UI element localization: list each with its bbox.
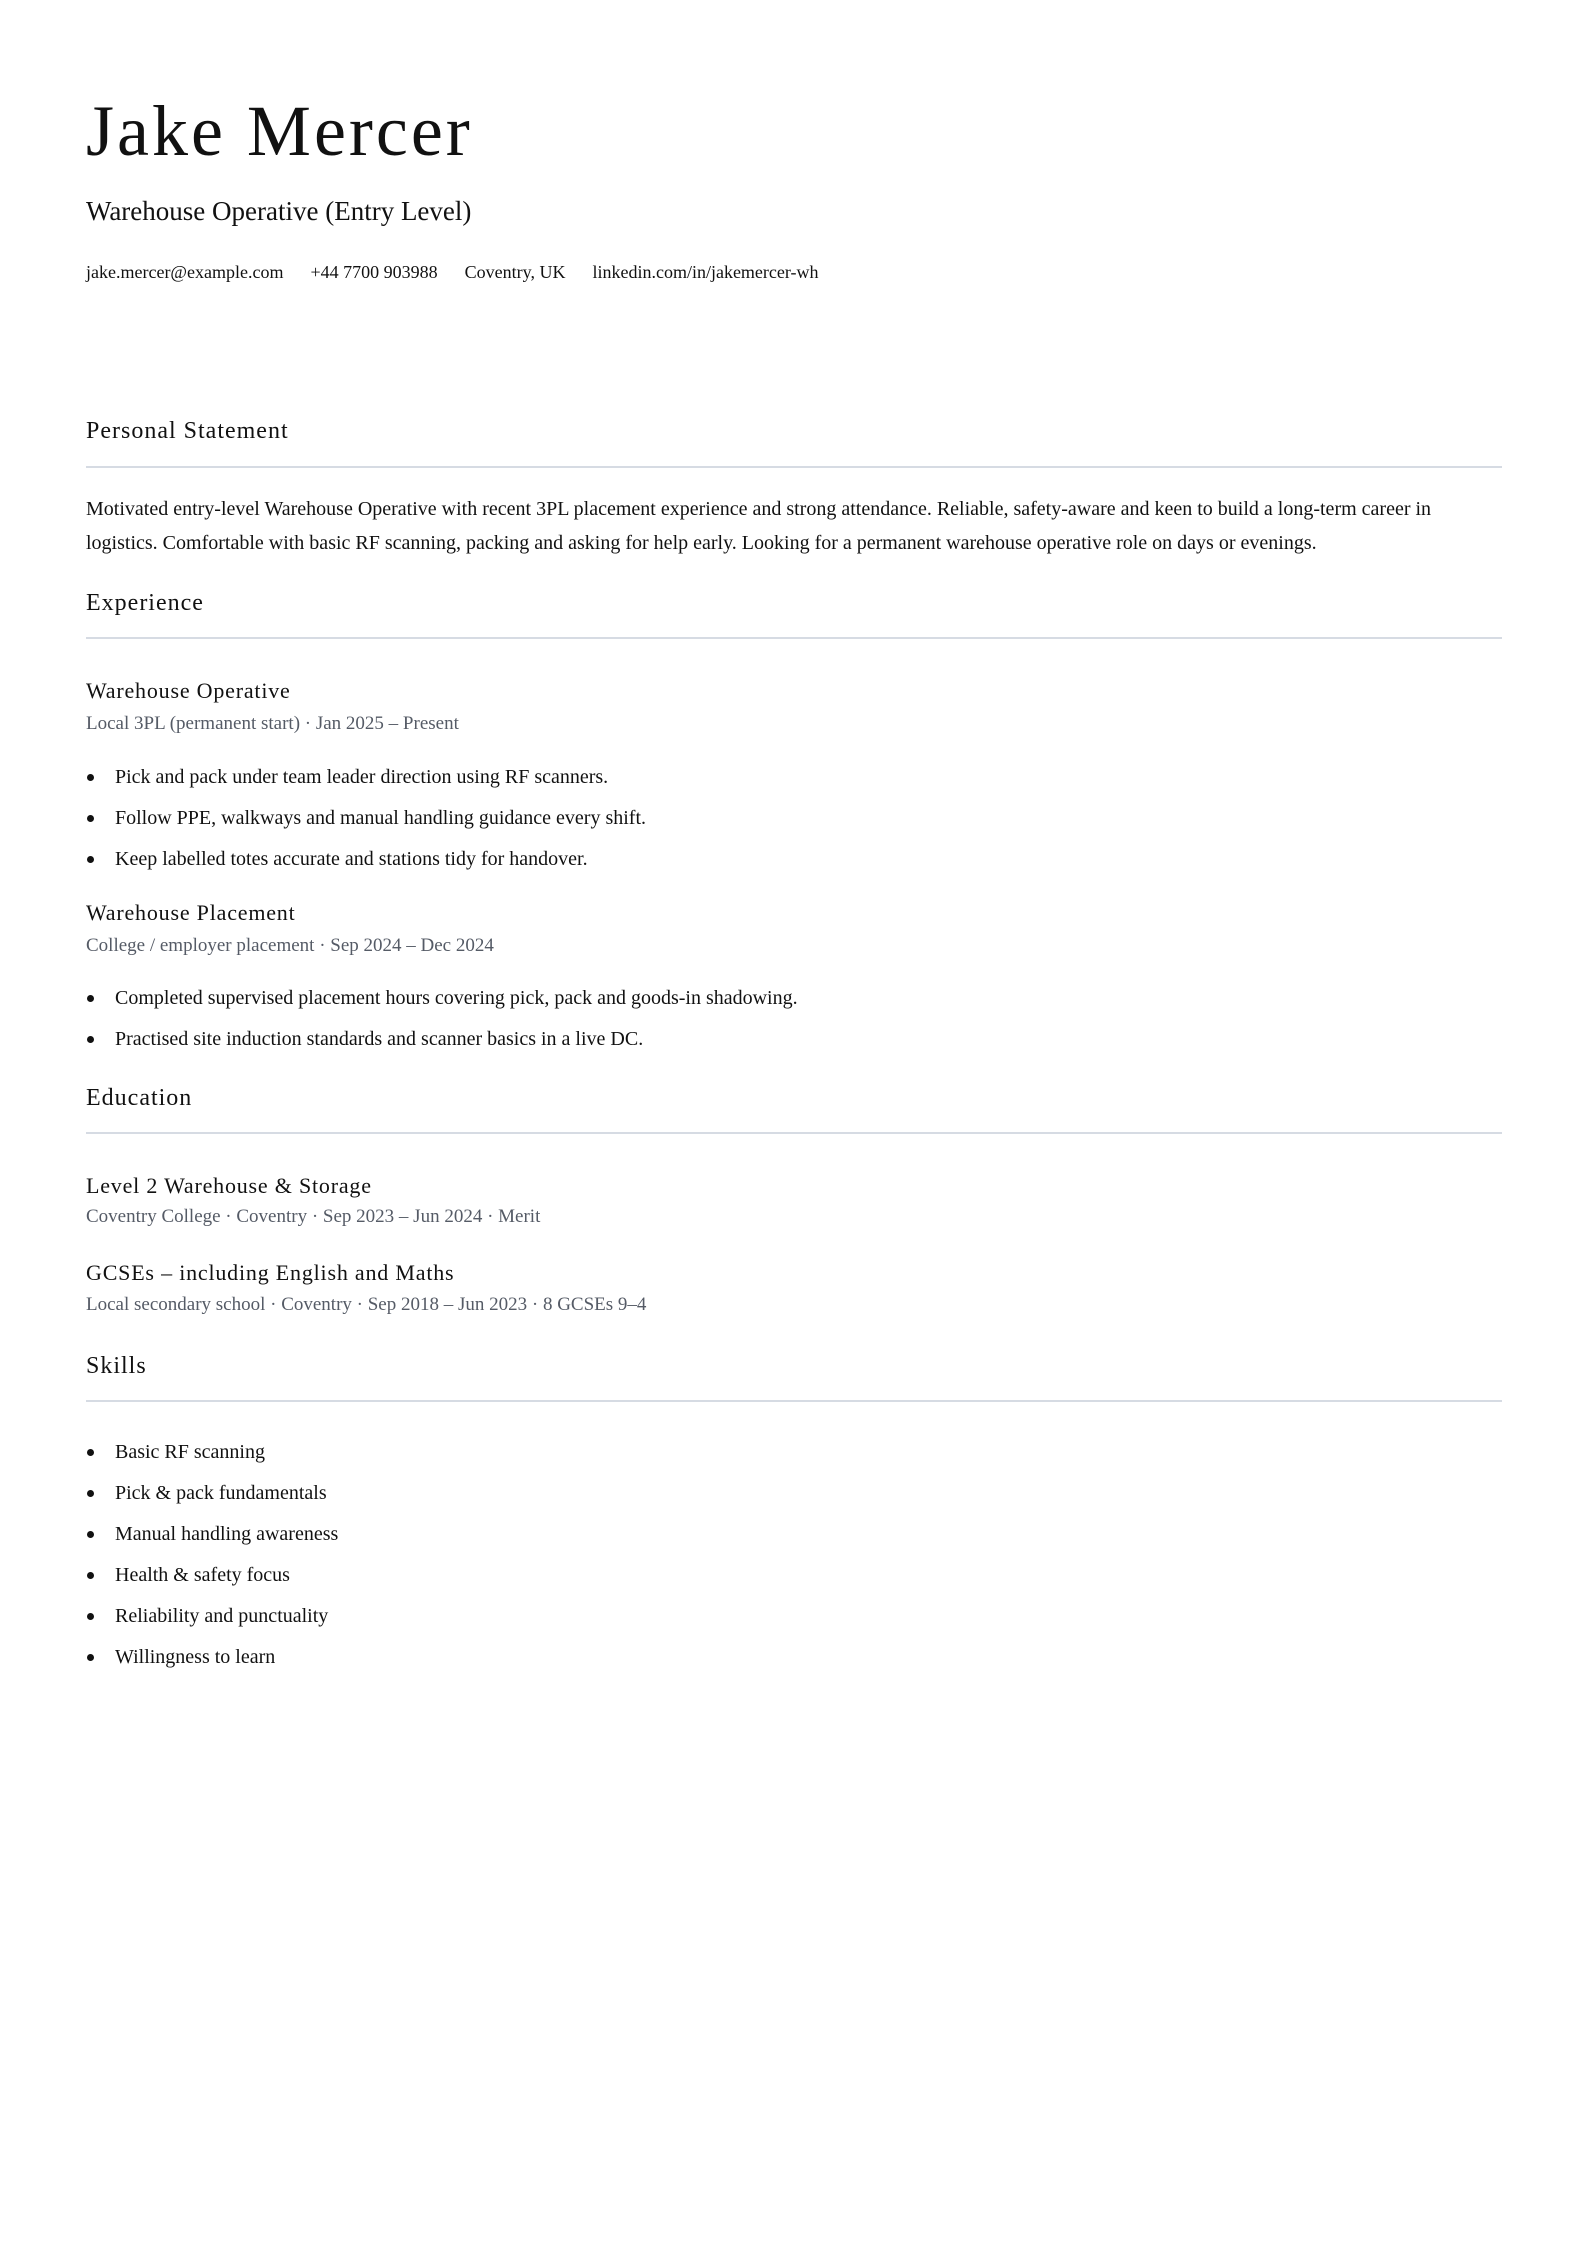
candidate-name: Jake Mercer: [86, 91, 473, 171]
education-title: GCSEs – including English and Maths: [86, 1260, 455, 1285]
contact-line: [86, 262, 819, 283]
list-item: [86, 798, 646, 839]
bullet-text: Practised site induction standards and scanner basics in a live DC.: [115, 1028, 644, 1050]
bullet-text: Completed supervised placement hours covering pick, pack and goods-in shadowing.: [115, 987, 798, 1009]
job-bullets: [86, 978, 798, 1060]
skill-text: Willingness to learn: [115, 1646, 276, 1668]
bullet-icon: [87, 856, 94, 863]
skill-text: Health & safety focus: [115, 1564, 290, 1586]
list-item: [86, 1019, 798, 1060]
bullet-icon: [87, 1654, 94, 1661]
list-item: [86, 1473, 338, 1514]
job-meta: College / employer placement · Sep 2024 – Dec 2024: [86, 935, 494, 956]
bullet-text: Follow PPE, walkways and manual handling guidance every shift.: [115, 807, 647, 829]
list-item: [86, 1555, 338, 1596]
bullet-icon: [87, 1613, 94, 1620]
section-divider: [86, 1132, 1502, 1134]
list-item: [86, 1432, 338, 1473]
skill-text: Pick & pack fundamentals: [115, 1482, 327, 1504]
list-item: [86, 1514, 338, 1555]
list-item: [86, 839, 646, 880]
list-item: [86, 1596, 338, 1637]
section-divider: [86, 637, 1502, 639]
job-title: Warehouse Operative: [86, 678, 291, 703]
bullet-icon: [87, 1490, 94, 1497]
list-item: [86, 1637, 338, 1678]
bullet-icon: [87, 815, 94, 822]
section-title-education: Education: [86, 1085, 193, 1111]
section-divider: [86, 1400, 1502, 1402]
bullet-icon: [87, 1449, 94, 1456]
bullet-icon: [87, 1531, 94, 1538]
contact-email[interactable]: jake.mercer@example.com: [86, 262, 284, 282]
education-meta: Coventry College · Coventry · Sep 2023 – Jun 2024 · Merit: [86, 1206, 541, 1227]
skill-text: Manual handling awareness: [115, 1523, 339, 1545]
skill-text: Basic RF scanning: [115, 1441, 265, 1463]
section-title-skills: Skills: [86, 1353, 147, 1379]
contact-linkedin[interactable]: linkedin.com/in/jakemercer-wh: [592, 262, 819, 282]
education-title: Level 2 Warehouse & Storage: [86, 1173, 372, 1198]
personal-statement-text: Motivated entry-level Warehouse Operative with recent 3PL placement experience and strong attendance. Reliable, safety-aware and keen to build a long-term career in logistics. Comfortable with basic RF scanning, packing and asking for help early. Looking for a permanent warehouse operative role on days or evenings.: [86, 498, 1432, 554]
job-bullets: [86, 757, 646, 880]
contact-location: Coventry, UK: [464, 262, 566, 282]
bullet-icon: [87, 774, 94, 781]
skills-list: [86, 1432, 338, 1678]
list-item: [86, 978, 798, 1019]
section-title-experience: Experience: [86, 590, 204, 616]
education-meta: Local secondary school · Coventry · Sep 2018 – Jun 2023 · 8 GCSEs 9–4: [86, 1294, 647, 1315]
job-title: Warehouse Placement: [86, 900, 296, 925]
section-divider: [86, 466, 1502, 468]
job-meta: Local 3PL (permanent start) · Jan 2025 – Present: [86, 713, 459, 734]
bullet-text: Keep labelled totes accurate and stations tidy for handover.: [115, 848, 588, 870]
section-title-personal-statement: Personal Statement: [86, 418, 289, 444]
bullet-icon: [87, 995, 94, 1002]
list-item: [86, 757, 646, 798]
bullet-icon: [87, 1572, 94, 1579]
skill-text: Reliability and punctuality: [115, 1605, 329, 1627]
bullet-icon: [87, 1036, 94, 1043]
bullet-text: Pick and pack under team leader direction using RF scanners.: [115, 766, 609, 788]
contact-phone[interactable]: +44 7700 903988: [310, 262, 438, 282]
candidate-headline: Warehouse Operative (Entry Level): [86, 196, 472, 226]
